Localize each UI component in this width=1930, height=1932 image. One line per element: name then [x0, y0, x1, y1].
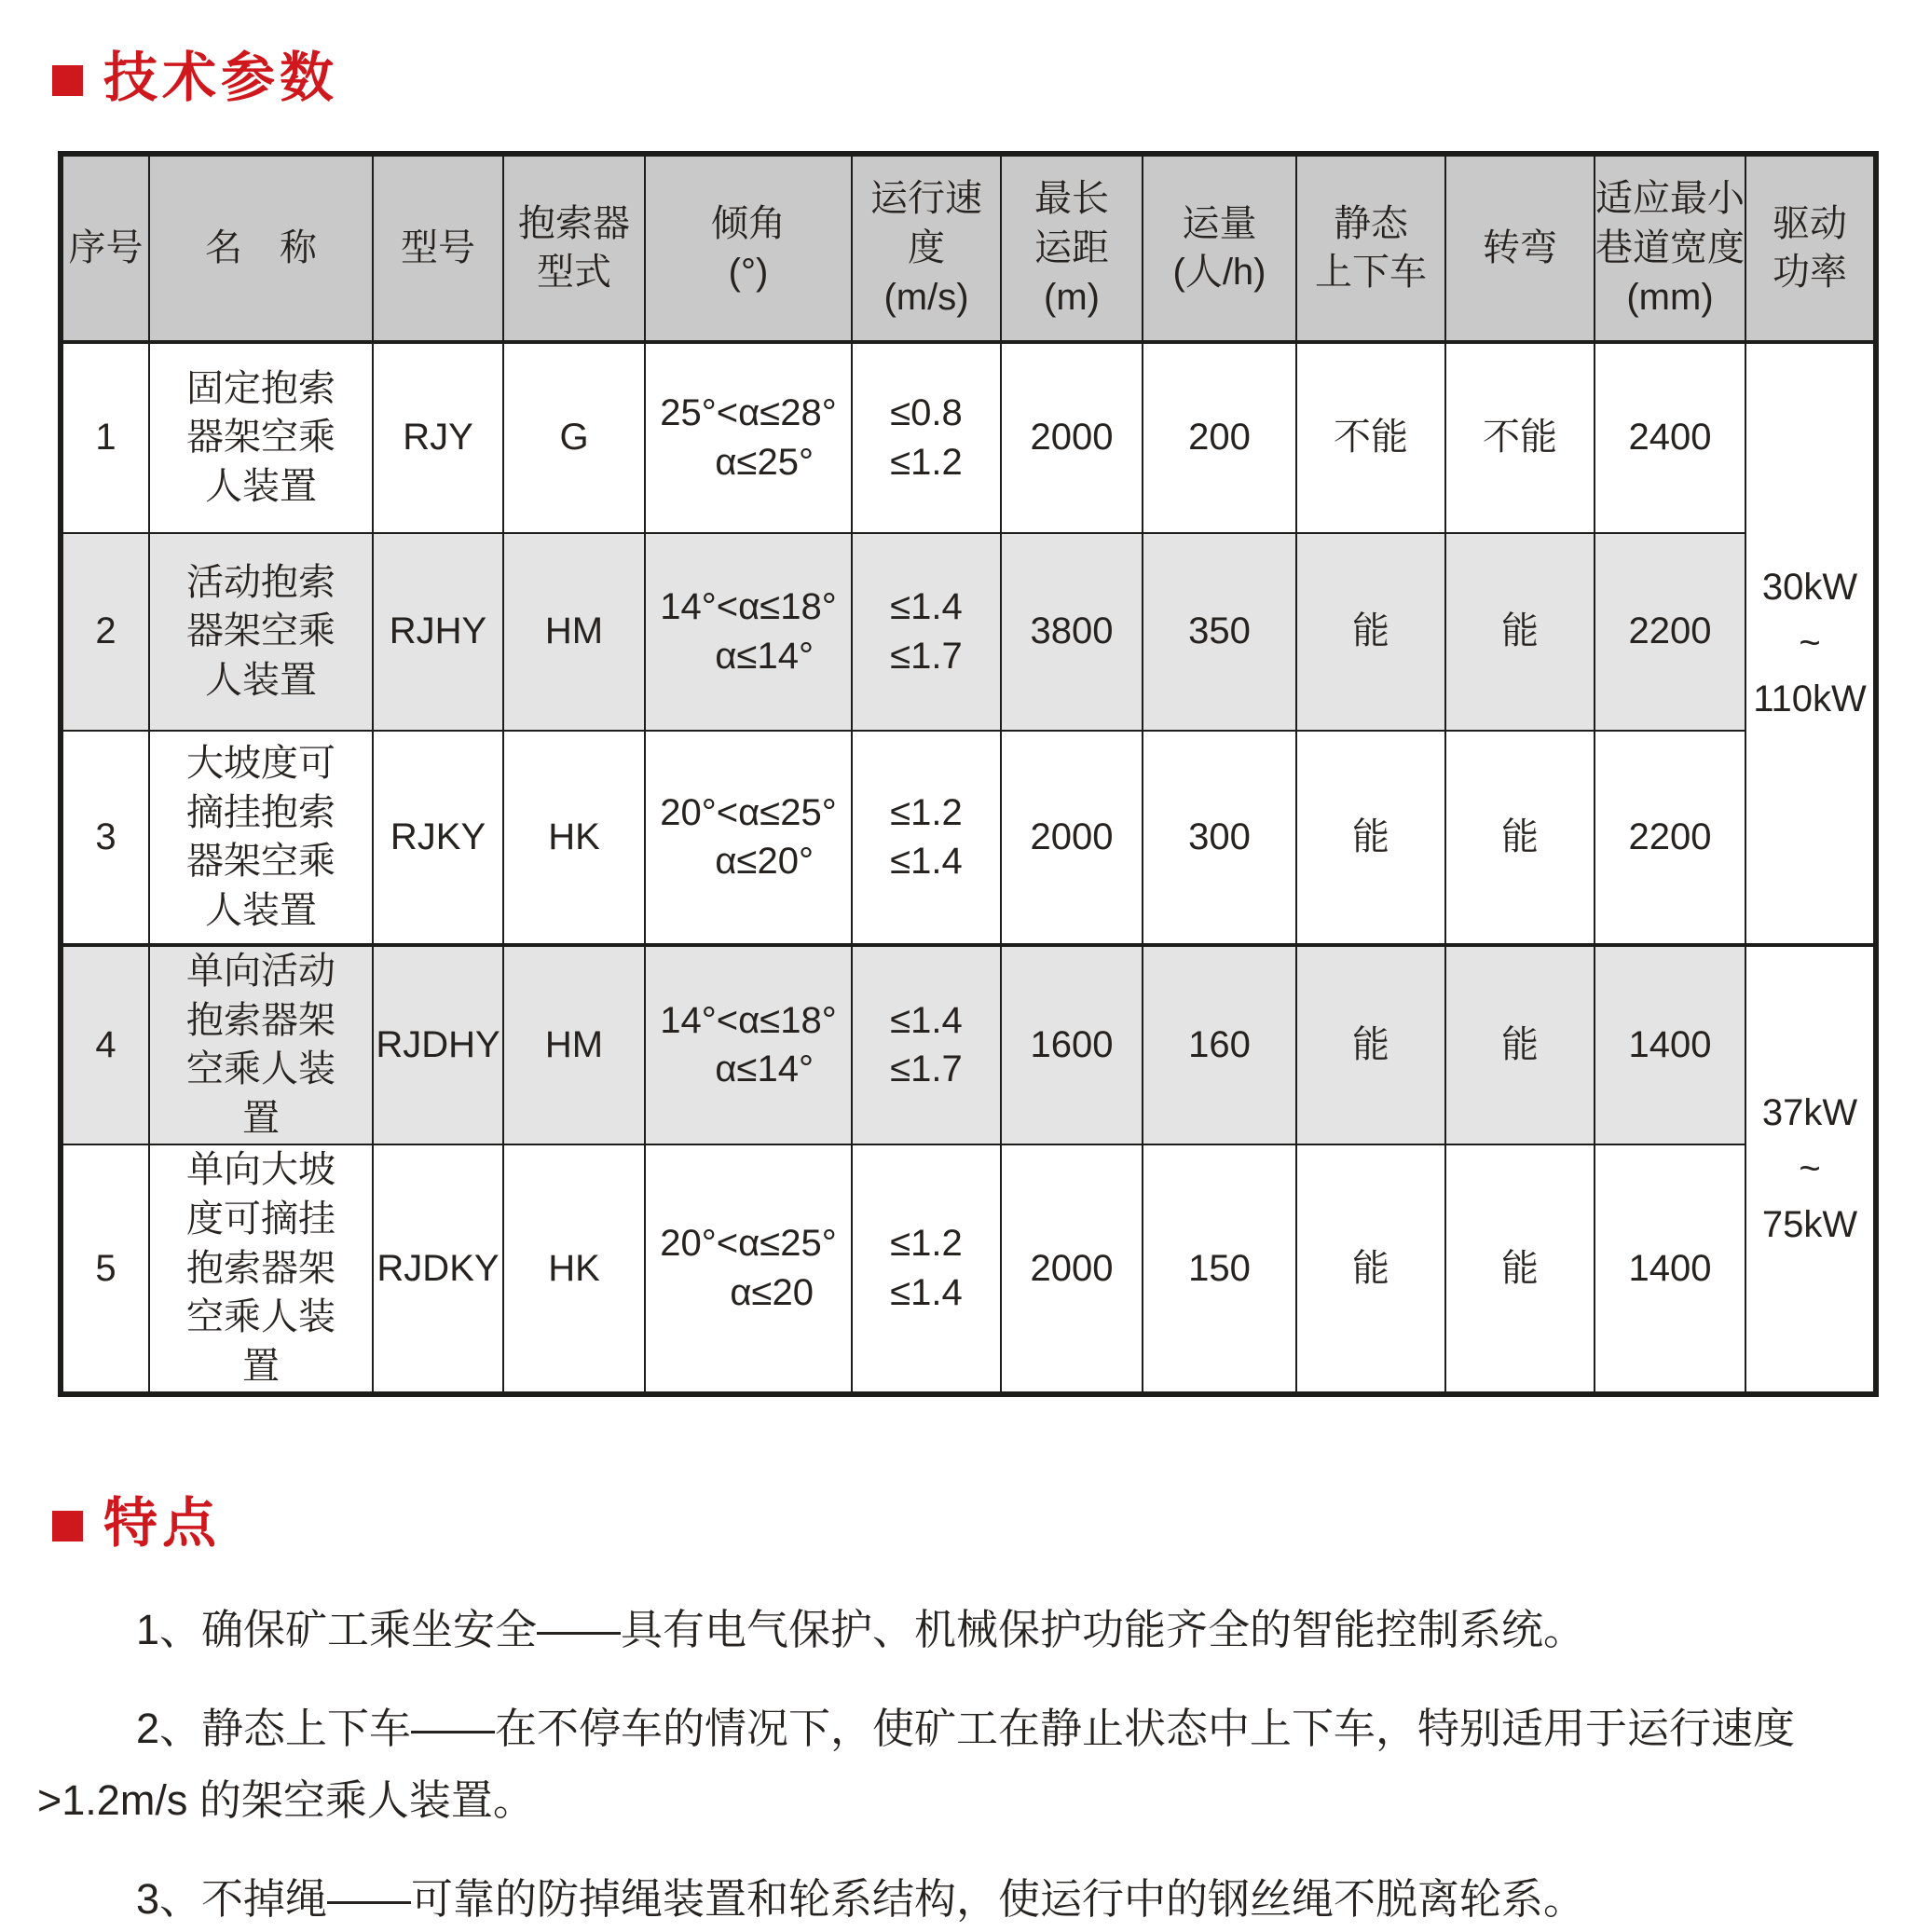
cell-min-width: 2200: [1595, 533, 1745, 731]
col-header-max-distance: [1001, 154, 1143, 342]
header-line: (m/s): [883, 276, 969, 318]
cell-line: ≤1.4: [890, 586, 963, 627]
cell-name: [149, 533, 373, 731]
cell-no: 1: [61, 342, 149, 533]
cell-static-boarding: 不能: [1296, 342, 1445, 533]
col-header-name: [149, 154, 373, 342]
col-header-capacity: [1143, 154, 1296, 342]
cell-grip: HK: [503, 1144, 645, 1394]
cell-line: 20°<α≤25°: [660, 791, 837, 833]
tech-params-title: 技术参数: [103, 48, 339, 108]
feature-item: 3、不掉绳——可靠的防掉绳装置和轮系结构，使运行中的钢丝绳不脱离轮系。: [136, 1875, 1586, 1924]
col-header-no: [61, 154, 149, 342]
col-header-turning: [1445, 154, 1595, 342]
cell-capacity: 160: [1143, 945, 1296, 1144]
col-header-min-roadway-width: [1595, 154, 1745, 342]
tech-params-table: [58, 151, 1879, 1397]
header-line: (mm): [1626, 276, 1714, 318]
cell-capacity: 350: [1143, 533, 1296, 731]
header-line: (人/h): [1172, 252, 1266, 294]
header-line: 上下车: [1315, 252, 1427, 294]
cell-no: 5: [61, 1144, 149, 1394]
header-line: 功率: [1773, 252, 1847, 294]
cell-min-width: 2200: [1595, 731, 1745, 945]
cell-line: 110kW: [1753, 678, 1867, 720]
header-line: 倾角: [711, 202, 786, 244]
header-line: 型式: [537, 252, 611, 294]
section-title-tech-params: [52, 48, 1893, 108]
cell-line: 大坡度可摘挂抱索器架空乘人装置: [186, 742, 335, 932]
header-line: 转弯: [1483, 226, 1557, 268]
cell-distance: 3800: [1001, 533, 1143, 731]
cell-line: 14°<α≤18°: [660, 999, 837, 1041]
cell-min-width: 1400: [1595, 945, 1745, 1144]
cell-line: 37kW: [1761, 1092, 1858, 1134]
cell-line: ≤1.4: [890, 999, 963, 1041]
cell-static-boarding: 能: [1296, 945, 1445, 1144]
col-header-drive-power: [1745, 154, 1876, 342]
cell-incline: [645, 945, 852, 1144]
cell-turning: 不能: [1445, 342, 1595, 533]
header-line: 序号: [68, 226, 144, 268]
cell-speed: [852, 731, 1001, 945]
cell-turning: 能: [1445, 533, 1595, 731]
cell-grip: G: [503, 342, 645, 533]
cell-name: [149, 342, 373, 533]
cell-drive-power-group-1: [1745, 342, 1876, 945]
header-line: (m): [1044, 276, 1100, 318]
col-header-speed: [852, 154, 1001, 342]
cell-drive-power-group-2: [1745, 945, 1876, 1394]
cell-no: 2: [61, 533, 149, 731]
header-line: 最长: [1034, 178, 1109, 220]
cell-speed: [852, 342, 1001, 533]
cell-line: ≤1.4: [890, 841, 963, 883]
cell-line: 固定抱索器架空乘人装置: [186, 367, 335, 508]
cell-line: 25°<α≤28°: [660, 392, 837, 433]
cell-no: 4: [61, 945, 149, 1144]
header-line: 运距: [1034, 226, 1109, 268]
header-line: 适应最小: [1595, 178, 1745, 220]
cell-incline: [645, 533, 852, 731]
cell-model: RJKY: [373, 731, 503, 945]
header-line: 运行速度: [870, 178, 982, 268]
cell-line: α≤14°: [715, 1048, 814, 1090]
header-line: 抱索器: [518, 202, 630, 244]
header-line: 型号: [401, 226, 475, 268]
cell-static-boarding: 能: [1296, 1144, 1445, 1394]
cell-line: α≤20°: [715, 841, 814, 883]
cell-min-width: 2400: [1595, 342, 1745, 533]
cell-line: ≤1.7: [890, 635, 963, 677]
cell-capacity: 300: [1143, 731, 1296, 945]
cell-line: ≤1.7: [890, 1048, 963, 1090]
cell-line: 14°<α≤18°: [660, 586, 837, 627]
cell-static-boarding: 能: [1296, 533, 1445, 731]
cell-grip: HK: [503, 731, 645, 945]
col-header-model: [373, 154, 503, 342]
col-header-grip-type: [503, 154, 645, 342]
cell-turning: 能: [1445, 945, 1595, 1144]
cell-grip: HM: [503, 533, 645, 731]
section-title-features: [52, 1494, 1893, 1554]
table-row: [61, 342, 1876, 533]
cell-static-boarding: 能: [1296, 731, 1445, 945]
cell-line: ≤1.2: [890, 791, 963, 833]
cell-incline: [645, 342, 852, 533]
cell-speed: [852, 533, 1001, 731]
cell-line: ≤0.8: [890, 392, 963, 433]
header-line: 巷道宽度: [1595, 226, 1745, 268]
header-line: (°): [728, 252, 769, 294]
table-row: [61, 533, 1876, 731]
table-row: [61, 1144, 1876, 1394]
cell-line: ≤1.2: [890, 1223, 963, 1265]
cell-line: α≤20: [730, 1271, 814, 1313]
cell-line: ≤1.2: [890, 441, 963, 483]
features-title: 特点: [103, 1492, 222, 1554]
header-line: 名 称: [205, 226, 317, 268]
cell-line: α≤25°: [715, 441, 814, 483]
header-line: 静态: [1334, 202, 1408, 244]
header-line: 运量: [1182, 202, 1257, 244]
cell-grip: HM: [503, 945, 645, 1144]
cell-line: 单向活动抱索器架空乘人装置: [186, 950, 335, 1140]
cell-line: 75kW: [1761, 1204, 1858, 1246]
red-square-bullet-icon: [52, 65, 83, 96]
tilde-separator: ~: [1799, 1148, 1821, 1190]
feature-list: [37, 1595, 1893, 1932]
cell-name: [149, 1144, 373, 1394]
cell-line: ≤1.4: [890, 1271, 963, 1313]
cell-turning: 能: [1445, 731, 1595, 945]
cell-capacity: 150: [1143, 1144, 1296, 1394]
table-row: [61, 945, 1876, 1144]
cell-speed: [852, 1144, 1001, 1394]
cell-model: RJY: [373, 342, 503, 533]
feature-item: 1、确保矿工乘坐安全——具有电气保护、机械保护功能齐全的智能控制系统。: [136, 1605, 1586, 1653]
header-line: 驱动: [1773, 202, 1847, 244]
cell-model: RJDKY: [373, 1144, 503, 1394]
table-row: [61, 731, 1876, 945]
cell-no: 3: [61, 731, 149, 945]
cell-line: 20°<α≤25°: [660, 1223, 837, 1265]
cell-distance: 2000: [1001, 342, 1143, 533]
cell-name: [149, 945, 373, 1144]
cell-capacity: 200: [1143, 342, 1296, 533]
cell-incline: [645, 731, 852, 945]
cell-incline: [645, 1144, 852, 1394]
cell-turning: 能: [1445, 1144, 1595, 1394]
cell-distance: 2000: [1001, 1144, 1143, 1394]
cell-speed: [852, 945, 1001, 1144]
features-section: [37, 1494, 1893, 1932]
feature-item: 2、静态上下车——在不停车的情况下，使矿工在静止状态中上下车，特别适用于运行速度>1.2m/s 的架空乘人装置。: [37, 1705, 1796, 1824]
cell-line: 30kW: [1761, 567, 1858, 609]
tilde-separator: ~: [1799, 623, 1821, 665]
cell-min-width: 1400: [1595, 1144, 1745, 1394]
cell-model: RJDHY: [373, 945, 503, 1144]
cell-line: 活动抱索器架空乘人装置: [186, 561, 335, 702]
cell-line: α≤14°: [715, 635, 814, 677]
cell-name: [149, 731, 373, 945]
cell-distance: 2000: [1001, 731, 1143, 945]
col-header-static-boarding: [1296, 154, 1445, 342]
cell-line: 单向大坡度可摘挂抱索器架空乘人装置: [186, 1148, 335, 1388]
col-header-incline: [645, 154, 852, 342]
cell-distance: 1600: [1001, 945, 1143, 1144]
red-square-bullet-icon: [52, 1511, 83, 1541]
cell-model: RJHY: [373, 533, 503, 731]
table-header-row: [61, 154, 1876, 342]
